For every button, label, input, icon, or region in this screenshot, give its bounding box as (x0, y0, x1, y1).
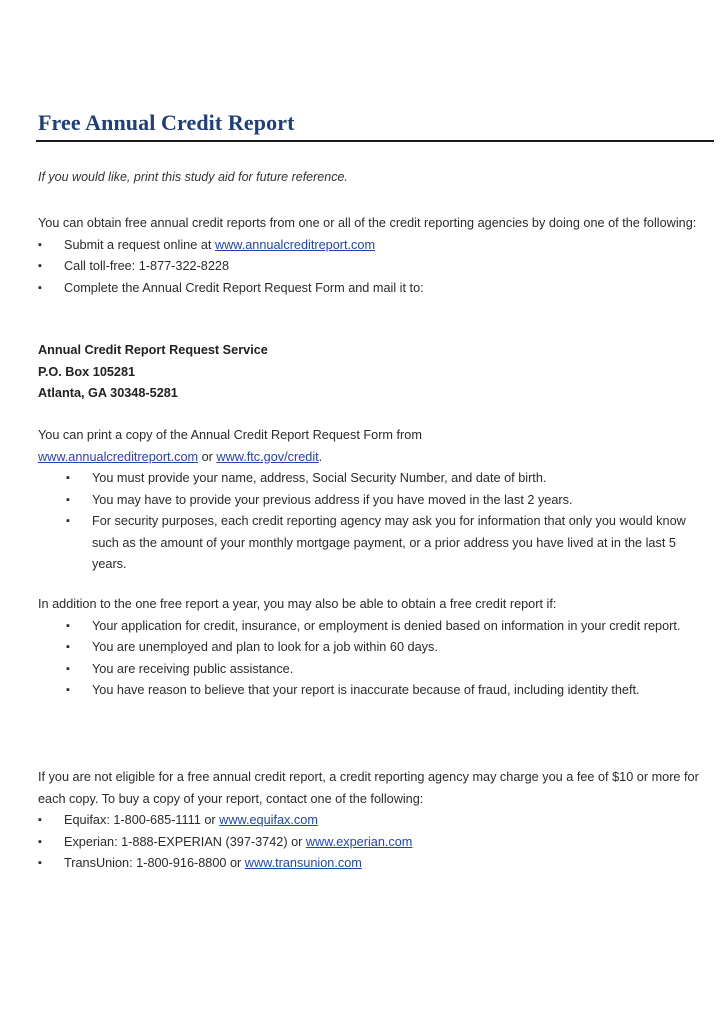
additional-lead: In addition to the one free report a year, you may also be able to obtain a free credit report if: (38, 597, 557, 611)
address-line-1: Annual Credit Report Request Service (38, 343, 268, 357)
paid-lead: If you are not eligible for a free annual credit report, a credit reporting agency may charge you a fee of $10 or more for each copy. To buy a copy of your report, contact one of the following: (38, 770, 699, 806)
list-item: ▪ Submit a request online at www.annualcreditreport.com (38, 235, 710, 257)
additional-list (38, 616, 710, 702)
list-item: ▪ You are unemployed and plan to look for a job within 60 days. (38, 637, 710, 659)
annualcreditreport-link[interactable]: www.annualcreditreport.com (214, 237, 376, 252)
address-line-3: Atlanta, GA 30348-5281 (38, 386, 178, 400)
experian-link[interactable]: www.experian.com (305, 834, 413, 849)
list-item: ▪ You must provide your name, address, Social Security Number, and date of birth. (38, 468, 710, 490)
document-title: Free Annual Credit Report (38, 110, 295, 135)
print-form-lead: You can print a copy of the Annual Credit Report Request Form from (38, 428, 422, 442)
mailing-address (38, 340, 710, 405)
paid-section (38, 767, 710, 875)
list-item: ▪ You may have to provide your previous address if you have moved in the last 2 years. (38, 490, 710, 512)
agency-list (38, 810, 710, 875)
list-item-equifax: ▪ Equifax: 1-800-685-1111 or www.equifax.com (38, 810, 710, 832)
list-item: ▪ For security purposes, each credit reporting agency may ask you for information that only you would know such as the amount of your monthly mortgage payment, or a prior address you have lived at in the last 5 years. (38, 511, 710, 576)
obtain-section (38, 213, 710, 299)
ftc-credit-link[interactable]: www.ftc.gov/credit (216, 449, 319, 464)
list-item: ▪ You have reason to believe that your report is inaccurate because of fraud, including identity theft. (38, 680, 710, 702)
equifax-link[interactable]: www.equifax.com (219, 813, 318, 827)
address-line-2: P.O. Box 105281 (38, 364, 136, 379)
list-item: ▪ You are receiving public assistance. (38, 659, 710, 681)
transunion-link[interactable]: www.transunion.com (244, 856, 362, 870)
list-item: ▪ Complete the Annual Credit Report Request Form and mail it to: (38, 278, 710, 300)
print-form-links: www.annualcreditreport.com or www.ftc.gov/credit. (38, 449, 323, 464)
intro-note: If you would like, print this study aid for future reference. (38, 170, 348, 184)
list-item: ▪ Your application for credit, insurance, or employment is denied based on information in your credit report. (38, 616, 710, 638)
print-form-list (38, 468, 710, 576)
title-divider (36, 140, 714, 142)
list-item: ▪ Call toll-free: 1-877-322-8228 (38, 256, 710, 278)
annualcreditreport-link-2[interactable]: www.annualcreditreport.com (38, 449, 199, 464)
print-form-section (38, 425, 710, 576)
obtain-lead: You can obtain free annual credit reports from one or all of the credit reporting agencies by doing one of the following: (38, 216, 697, 230)
list-item-experian: ▪ Experian: 1-888-EXPERIAN (397-3742) or www.experian.com (38, 832, 710, 854)
list-item-transunion: ▪ TransUnion: 1-800-916-8800 or www.transunion.com (38, 853, 710, 875)
obtain-list (38, 235, 710, 300)
additional-section (38, 594, 710, 702)
